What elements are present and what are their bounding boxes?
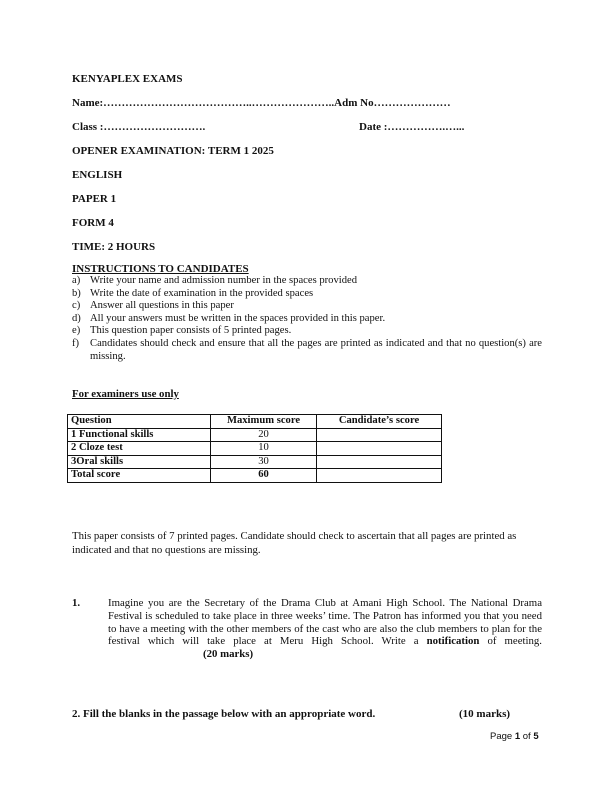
table-total-row — [68, 469, 442, 483]
page-prefix: Page — [490, 731, 515, 742]
paper-number: PAPER 1 — [72, 193, 117, 205]
instruction-text: Write the date of examination in the provided spaces — [90, 287, 314, 299]
question-1-number: 1. — [72, 597, 81, 609]
examiners-score-table — [67, 414, 442, 483]
page-count-note: This paper consists of 7 printed pages. Candidate should check to ascertain that all pages are printed as indicated and that no questions are missing. — [72, 530, 517, 556]
page-current: 1 — [514, 731, 521, 742]
instruction-text: Answer all questions in this paper — [90, 300, 234, 312]
name-adm-field[interactable]: Name:…………………………………..…………………..Adm No………………… — [72, 97, 451, 109]
max-score-cell: 20 — [211, 428, 317, 442]
subject: ENGLISH — [72, 169, 123, 181]
max-score-cell: 30 — [211, 455, 317, 469]
question-1-marks: (20 marks) — [203, 648, 254, 661]
question-1-text: Imagine you are the Secretary of the Drama Club at Amani High School. The National Drama Festival is scheduled to take place in three weeks’ time. The Patron has informed you that you need to have a meeting with the other members of the cast who are also the club members to plan for the festival which will take place at Meru High School. Write a — [108, 597, 542, 648]
instruction-item — [72, 325, 542, 338]
date-field[interactable]: Date :…………….…... — [359, 121, 465, 133]
instruction-item — [72, 338, 542, 363]
max-score-cell: 10 — [211, 442, 317, 456]
question-cell: 2 Cloze test — [68, 442, 211, 456]
question-1-text-end: of meeting. — [479, 635, 543, 648]
column-header-max-score: Maximum score — [211, 415, 317, 429]
instruction-letter: a) — [72, 275, 81, 286]
instruction-letter: d) — [72, 312, 81, 324]
question-2-text: 2. Fill the blanks in the passage below with an appropriate word. — [72, 708, 376, 720]
question-cell: 1 Functional skills — [68, 428, 211, 442]
instruction-letter: b) — [72, 287, 81, 299]
org-name: KENYAPLEX EXAMS — [72, 73, 183, 85]
column-header-question: Question — [68, 415, 211, 429]
instruction-text: Write your name and admission number in the spaces provided — [90, 275, 357, 286]
instruction-item — [72, 288, 542, 301]
page-of: of — [520, 731, 534, 742]
question-1-keyword: notification — [426, 635, 480, 648]
instruction-item — [72, 275, 542, 288]
examiners-title: For examiners use only — [72, 388, 179, 400]
page-number — [490, 731, 539, 742]
instruction-item — [72, 313, 542, 326]
instructions-list — [72, 275, 542, 363]
instruction-letter: f) — [72, 337, 80, 349]
table-header-row — [68, 415, 442, 429]
instruction-letter: e) — [72, 325, 81, 337]
total-candidate-cell[interactable] — [317, 469, 442, 483]
table-row — [68, 455, 442, 469]
candidate-score-cell[interactable] — [317, 455, 442, 469]
table-row — [68, 428, 442, 442]
total-max-cell: 60 — [211, 469, 317, 483]
page-total: 5 — [533, 731, 539, 742]
candidate-score-cell[interactable] — [317, 442, 442, 456]
exam-time: TIME: 2 HOURS — [72, 241, 156, 253]
question-cell: 3Oral skills — [68, 455, 211, 469]
instruction-text: All your answers must be written in the spaces provided in this paper. — [90, 312, 386, 324]
question-1-body — [108, 597, 542, 661]
instructions-title: INSTRUCTIONS TO CANDIDATES — [72, 263, 249, 275]
exam-title: OPENER EXAMINATION: TERM 1 2025 — [72, 145, 274, 157]
total-label-cell: Total score — [68, 469, 211, 483]
candidate-score-cell[interactable] — [317, 428, 442, 442]
instruction-letter: c) — [72, 300, 81, 312]
table-row — [68, 442, 442, 456]
question-1 — [72, 597, 542, 661]
instruction-item — [72, 300, 542, 313]
form-level: FORM 4 — [72, 217, 114, 229]
class-field[interactable]: Class :………………………. — [72, 121, 206, 133]
instruction-text: This question paper consists of 5 printed pages. — [90, 325, 292, 337]
column-header-candidate-score: Candidate’s score — [317, 415, 442, 429]
question-2-marks: (10 marks) — [459, 708, 511, 720]
instruction-text: Candidates should check and ensure that all the pages are printed as indicated and that no question(s) are missing. — [90, 337, 542, 362]
